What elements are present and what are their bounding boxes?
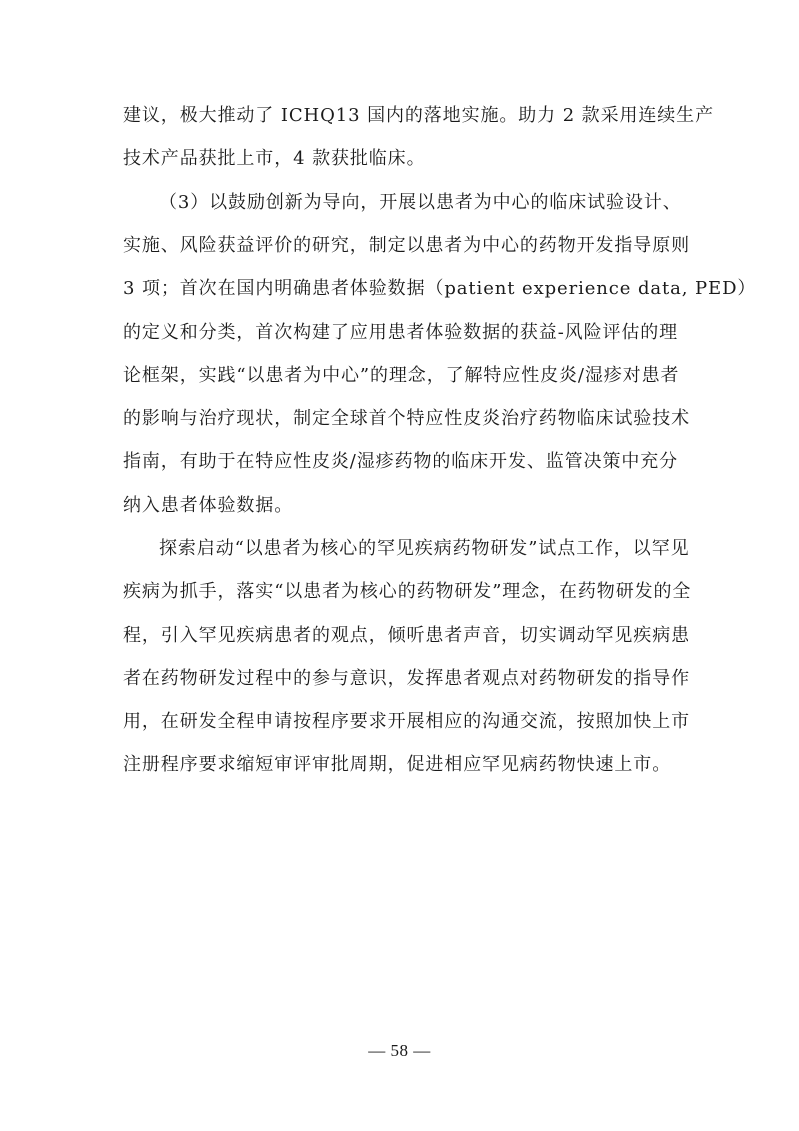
text-line: 建议，极大推动了 ICHQ13 国内的落地实施。助力 2 款采用连续生产 xyxy=(123,105,714,126)
text-line: 用，在研发全程申请按程序要求开展相应的沟通交流，按照加快上市 xyxy=(123,711,690,732)
text-line: 3 项；首次在国内明确患者体验数据（patient experience data, PED） xyxy=(123,278,757,299)
text-line: 的影响与治疗现状，制定全球首个特应性皮炎治疗药物临床试验技术 xyxy=(123,408,690,429)
text-line: 程，引入罕见疾病患者的观点，倾听患者声音，切实调动罕见疾病患 xyxy=(123,625,690,646)
text-line: 者在药物研发过程中的参与意识，发挥患者观点对药物研发的指导作 xyxy=(123,668,690,689)
text-line: 注册程序要求缩短审评审批周期，促进相应罕见病药物快速上市。 xyxy=(123,754,672,775)
text-line: 纳入患者体验数据。 xyxy=(123,495,294,516)
text-line: 指南，有助于在特应性皮炎/湿疹药物的临床开发、监管决策中充分 xyxy=(123,451,679,472)
page-number: — 58 — xyxy=(368,1041,431,1060)
paragraph-start-line: 探索启动“以患者为核心的罕见疾病药物研发”试点工作，以罕见 xyxy=(159,538,690,559)
text-line: 的定义和分类，首次构建了应用患者体验数据的获益-风险评估的理 xyxy=(123,322,679,343)
text-line: 技术产品获批上市，4 款获批临床。 xyxy=(123,148,426,169)
text-line: 实施、风险获益评价的研究，制定以患者为中心的药物开发指导原则 xyxy=(123,235,690,256)
text-line: 疾病为抓手，落实“以患者为核心的药物研发”理念，在药物研发的全 xyxy=(123,581,692,602)
text-line: 论框架，实践“以患者为中心”的理念，了解特应性皮炎/湿疹对患者 xyxy=(123,365,680,386)
paragraph-start-line: （3）以鼓励创新为导向，开展以患者为中心的临床试验设计、 xyxy=(159,192,682,213)
